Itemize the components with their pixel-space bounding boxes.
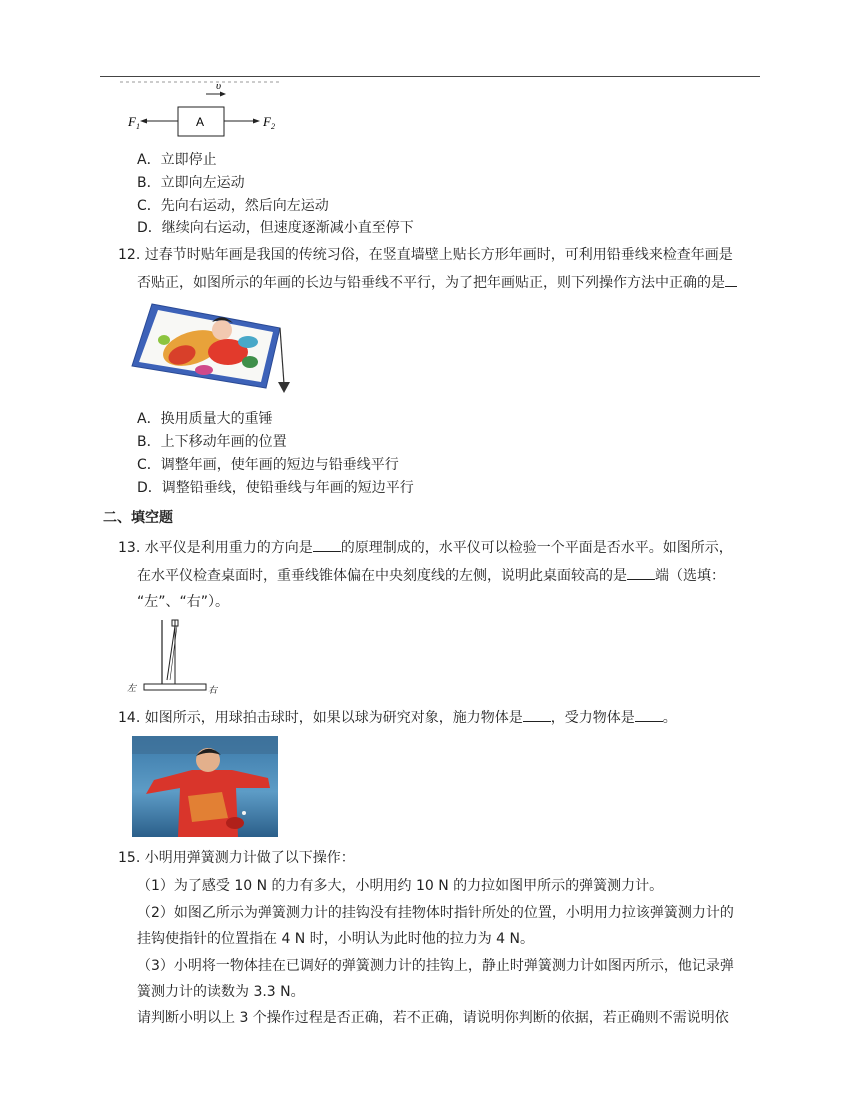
- q15-question: 请判断小明以上 3 个操作过程是否正确，若不正确，请说明你判断的依据，若正确则不需说明依: [137, 1010, 729, 1026]
- block-a-label: A: [196, 115, 205, 129]
- level-instrument-figure: [124, 618, 224, 698]
- q15-intro: 15. 小明用弹簧测力计做了以下操作：: [118, 850, 355, 866]
- q12-option-a: A．换用质量大的重锤: [137, 411, 273, 427]
- answer-blank: [313, 537, 341, 552]
- header-rule: [100, 76, 760, 77]
- force-f2-label: $F_2$: [263, 114, 275, 131]
- q11-option-c: C．先向右运动，然后向左运动: [137, 198, 329, 214]
- q12-option-b: B．上下移动年画的位置: [137, 434, 287, 450]
- q14-stem: 14. 如图所示，用球拍击球时，如果以球为研究对象，施力物体是 ，受力物体是 。: [118, 707, 677, 728]
- q12-stem-line1: 12. 过春节时贴年画是我国的传统习俗，在竖直墙壁上贴长方形年画时，可利用铅垂线来检查年画是: [118, 247, 733, 263]
- section-title: 二、填空题: [103, 510, 173, 526]
- velocity-label: υ: [216, 80, 222, 92]
- q15-step3-line2: 簧测力计的读数为 3.3 N。: [137, 984, 305, 1000]
- q11-option-d: D．继续向右运动，但速度逐渐减小直至停下: [137, 220, 414, 236]
- q12-option-d: D．调整铅垂线，使铅垂线与年画的短边平行: [137, 480, 414, 496]
- new-year-painting-figure: [130, 300, 290, 396]
- q15-step3-line1: （3）小明将一物体挂在已调好的弹簧测力计的挂钩上，静止时弹簧测力计如图丙所示，他记录弹: [137, 958, 734, 974]
- q11-option-b: B．立即向左运动: [137, 175, 245, 191]
- force-f1-label: $F_1$: [128, 114, 140, 131]
- q11-option-a: A．立即停止: [137, 152, 217, 168]
- answer-blank: [725, 272, 737, 287]
- q12-stem-line2: 否贴正，如图所示的年画的长边与铅垂线不平行，为了把年画贴正，则下列操作方法中正确的是: [137, 272, 737, 293]
- q15-step1: （1）为了感受 10 N 的力有多大，小明用约 10 N 的力拉如图甲所示的弹簧测力计。: [137, 878, 664, 894]
- level-left-label: 左: [127, 684, 137, 694]
- q12-option-c: C．调整年画，使年画的短边与铅垂线平行: [137, 457, 399, 473]
- force-diagram: [120, 80, 290, 142]
- table-tennis-photo: [132, 736, 278, 837]
- answer-blank: [635, 707, 663, 722]
- q13-stem-line1: 13. 水平仪是利用重力的方向是 的原理制成的，水平仪可以检验一个平面是否水平。如图所示，: [118, 537, 733, 558]
- q15-step2-line2: 挂钩使指针的位置指在 4 N 时，小明认为此时他的拉力为 4 N。: [137, 931, 535, 947]
- q13-stem-line3: “左”、“右”）。: [137, 594, 230, 610]
- level-right-label: 右: [208, 686, 218, 696]
- answer-blank: [627, 565, 655, 580]
- answer-blank: [523, 707, 551, 722]
- q13-stem-line2: 在水平仪检查桌面时，重垂线锥体偏在中央刻度线的左侧，说明此桌面较高的是 端（选填：: [137, 565, 725, 586]
- q15-step2-line1: （2）如图乙所示为弹簧测力计的挂钩没有挂物体时指针所处的位置，小明用力拉该弹簧测力计的: [137, 905, 734, 921]
